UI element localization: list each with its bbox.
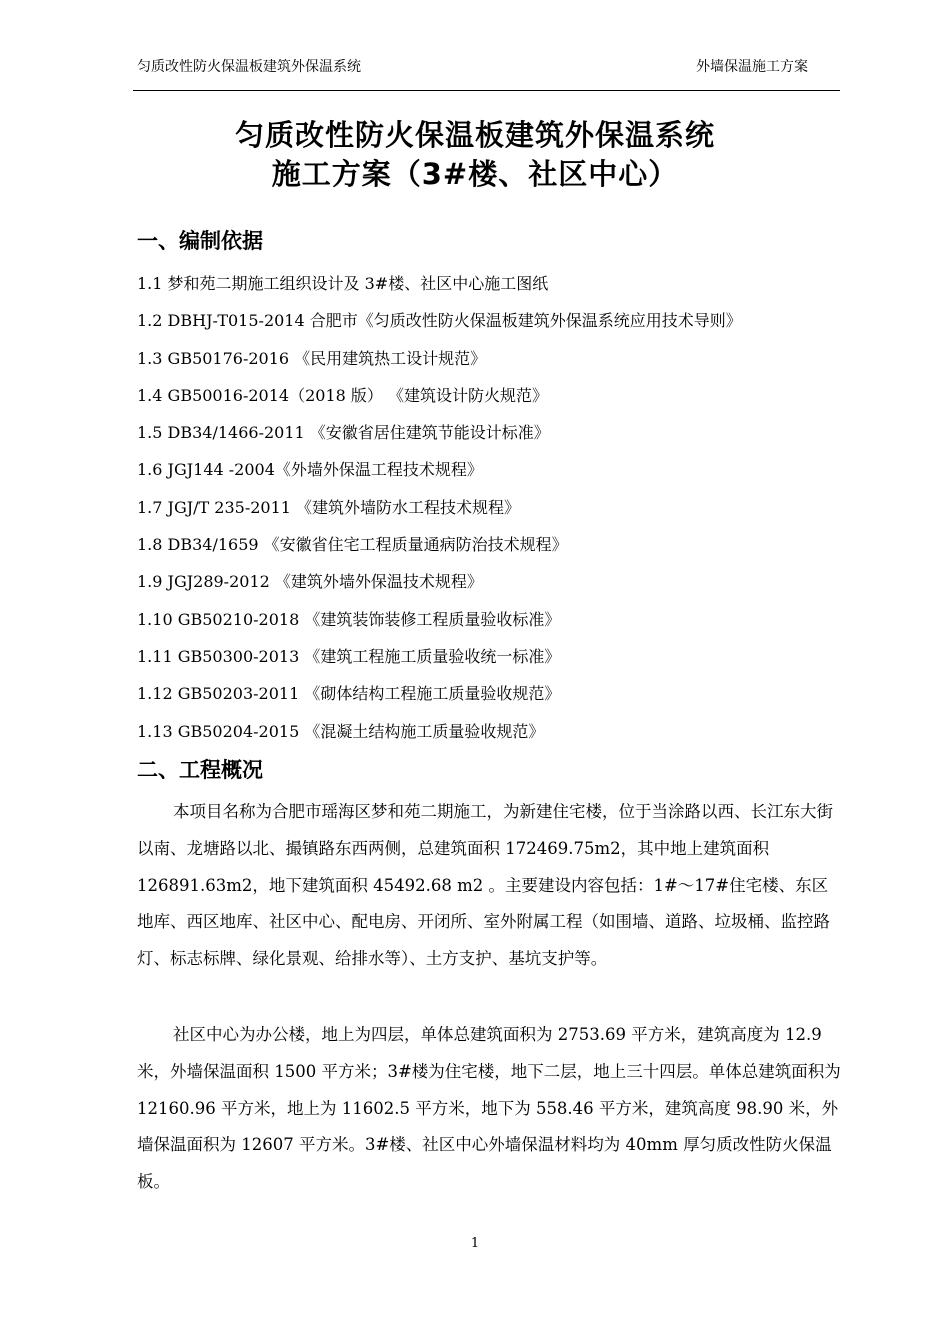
- list-item: 1.5 DB34/1466-2011 《安徽省居住建筑节能设计标准》: [137, 423, 550, 443]
- overview-paragraph-1: 本项目名称为合肥市瑶海区梦和苑二期施工，为新建住宅楼，位于当涂路以西、长江东大街以南、龙塘路以北、撮镇路东西两侧，总建筑面积 172469.75m2，其中地上建筑面积 126891.63m2，地下建筑面积 45492.68 m2 。主要建设内容包括：1#～17#住宅楼、东区地库、西区地库、社区中心、配电房、开闭所、室外附属工程（如围墙、道路、垃圾桶、监控路灯、标志标牌、绿化景观、给排水等）、土方支护、基坑支护等。: [137, 802, 833, 969]
- overview-paragraph-2: 社区中心为办公楼，地上为四层，单体总建筑面积为 2753.69 平方米，建筑高度为 12.9 米，外墙保温面积 1500 平方米；3#楼为住宅楼，地下二层，地上三十四层。单体总建筑面积为 12160.96 平方米，地上为 11602.5 平方米，地下为 558.46 平方米，建筑高度 98.90 米，外墙保温面积为 12607 平方米。3#楼、社区中心外墙保温材料均为 40mm 厚匀质改性防火保温板。: [137, 1025, 841, 1192]
- list-item: 1.10 GB50210-2018 《建筑装饰装修工程质量验收标准》: [137, 609, 561, 629]
- header-left-title: 匀质改性防火保温板建筑外保温系统: [137, 59, 361, 75]
- header-right-title: 外墙保温施工方案: [696, 59, 808, 75]
- list-item: 1.9 JGJ289-2012 《建筑外墙外保温技术规程》: [137, 572, 483, 592]
- reference-list: [137, 270, 742, 755]
- list-item: 1.8 DB34/1659 《安徽省住宅工程质量通病防治技术规程》: [137, 535, 568, 555]
- document-title-line1: 匀质改性防火保温板建筑外保温系统: [234, 118, 715, 152]
- list-item: 1.3 GB50176-2016 《民用建筑热工设计规范》: [137, 348, 487, 368]
- section-heading-basis: 一、编制依据: [137, 229, 263, 253]
- list-item: 1.6 JGJ144 -2004《外墙外保温工程技术规程》: [137, 460, 483, 480]
- section-heading-overview: 二、工程概况: [137, 758, 263, 782]
- list-item: 1.1 梦和苑二期施工组织设计及 3#楼、社区中心施工图纸: [137, 274, 549, 293]
- list-item: 1.7 JGJ/T 235-2011 《建筑外墙防水工程技术规程》: [137, 497, 521, 517]
- list-item: 1.4 GB50016-2014（2018 版） 《建筑设计防火规范》: [137, 385, 548, 405]
- document-title-line2: 施工方案（3#楼、社区中心）: [271, 157, 679, 191]
- page-number: 1: [470, 1236, 480, 1251]
- list-item: 1.13 GB50204-2015 《混凝土结构施工质量验收规范》: [137, 721, 545, 741]
- header-divider: [133, 90, 840, 91]
- list-item: 1.2 DBHJ-T015-2014 合肥市《匀质改性防火保温板建筑外保温系统应用技术导则》: [137, 311, 742, 331]
- list-item: 1.11 GB50300-2013 《建筑工程施工质量验收统一标准》: [137, 646, 561, 666]
- list-item: 1.12 GB50203-2011 《砌体结构工程施工质量验收规范》: [137, 684, 561, 704]
